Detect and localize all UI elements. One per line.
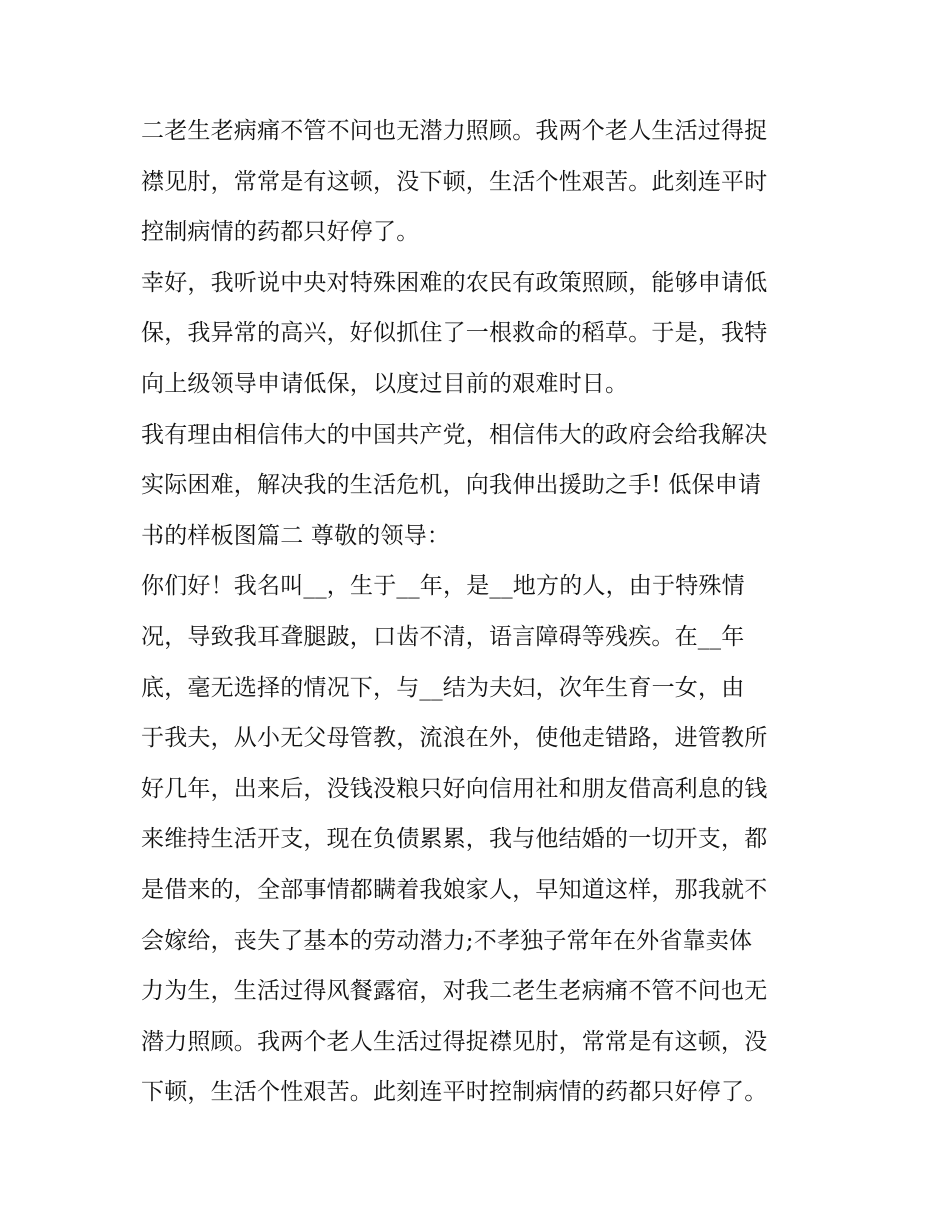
text-line: 好几年，出来后，没钱没粮只好向信用社和朋友借高利息的钱 xyxy=(141,775,768,802)
text-line: 向上级领导申请低保，以度过目前的艰难时日。 xyxy=(141,370,629,397)
text-line: 我有理由相信伟大的中国共产党，相信伟大的政府会给我解决 xyxy=(141,421,768,448)
text-line: 控制病情的药都只好停了。 xyxy=(141,219,420,246)
text-line: 二老生老病痛不管不问也无潜力照顾。我两个老人生活过得捉 xyxy=(141,118,768,144)
text-line: 书的样板图篇二 尊敬的领导： xyxy=(141,522,451,549)
text-line: 况，导致我耳聋腿跛，口齿不清，语言障碍等残疾。在__年 xyxy=(141,623,745,650)
text-line: 是借来的，全部事情都瞒着我娘家人，早知道这样，那我就不 xyxy=(141,876,768,903)
text-line: 襟见肘，常常是有这顿，没下顿，生活个性艰苦。此刻连平时 xyxy=(141,168,768,195)
text-line: 幸好，我听说中央对特殊困难的农民有政策照顾，能够申请低 xyxy=(141,269,768,296)
text-line: 于我夫，从小无父母管教，流浪在外，使他走错路，进管教所 xyxy=(141,725,768,752)
text-line: 实际困难，解决我的生活危机，向我伸出援助之手! 低保申请 xyxy=(141,472,762,499)
text-line: 保，我异常的高兴，好似抓住了一根救命的稻草。于是，我特 xyxy=(141,320,768,347)
text-line: 来维持生活开支，现在负债累累，我与他结婚的一切开支，都 xyxy=(141,826,768,853)
document-body xyxy=(141,106,821,1118)
text-line: 下顿，生活个性艰苦。此刻连平时控制病情的药都只好停了。 xyxy=(141,1079,768,1106)
text-line: 会嫁给，丧失了基本的劳动潜力;不孝独子常年在外省靠卖体 xyxy=(141,927,753,954)
text-line: 你们好！我名叫__，生于__年，是__地方的人，由于特殊情 xyxy=(141,573,745,600)
text-line: 潜力照顾。我两个老人生活过得捉襟见肘，常常是有这顿，没 xyxy=(141,1028,768,1055)
text-line: 底，毫无选择的情况下，与__结为夫妇，次年生育一女，由 xyxy=(141,674,745,701)
text-line: 力为生，生活过得风餐露宿，对我二老生老病痛不管不问也无 xyxy=(141,978,768,1005)
